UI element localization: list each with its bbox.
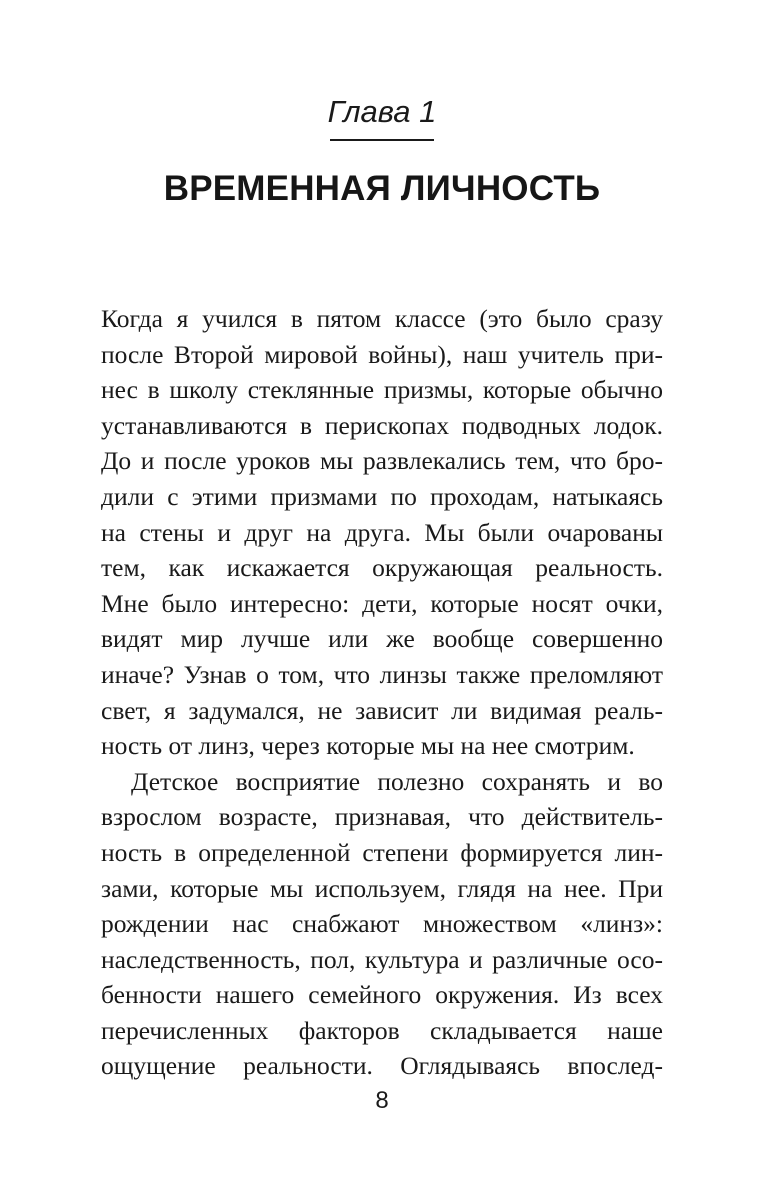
text-line: рождении нас снабжают множеством «линз»: bbox=[101, 909, 663, 939]
text-line: Детское восприятие полезно сохранять и во bbox=[131, 766, 663, 796]
text-line: ность от линз, через которые мы на нее смотрим. bbox=[101, 731, 635, 761]
paragraph-2 bbox=[101, 764, 663, 1084]
chapter-title: ВРЕМЕННАЯ ЛИЧНОСТЬ bbox=[163, 169, 601, 208]
text-line: наследственность, пол, культура и различные осо- bbox=[101, 944, 663, 974]
text-line: видят мир лучше или же вообще совершенно bbox=[101, 624, 663, 654]
text-line: дили с этими призмами по проходам, натыкаясь bbox=[101, 481, 663, 511]
text-line: зами, которые мы используем, глядя на нее. При bbox=[101, 873, 663, 903]
text-line: устанавливаются в перископах подводных лодок. bbox=[101, 410, 663, 440]
text-line: До и после уроков мы развлекались тем, что бро- bbox=[101, 446, 663, 476]
chapter-label: Глава 1 bbox=[327, 94, 437, 129]
page-number: 8 bbox=[375, 1087, 389, 1114]
text-line: нес в школу стеклянные призмы, которые обычно bbox=[101, 375, 663, 405]
text-line: свет, я задумался, не зависит ли видимая реаль- bbox=[101, 695, 663, 725]
text-line: на стены и друг на друга. Мы были очарованы bbox=[101, 517, 663, 547]
text-line: перечисленных факторов складывается наше bbox=[101, 1015, 663, 1045]
text-line: ощущение реальности. Оглядываясь впослед- bbox=[101, 1051, 663, 1081]
text-line: Когда я учился в пятом классе (это было сразу bbox=[101, 304, 663, 333]
text-line: иначе? Узнав о том, что линзы также преломляют bbox=[101, 659, 663, 689]
text-line: ность в определенной степени формируется лин- bbox=[101, 837, 663, 867]
text-line: Мне было интересно: дети, которые носят очки, bbox=[101, 588, 663, 618]
chapter-underline bbox=[330, 139, 434, 141]
text-line: взрослом возрасте, признавая, что действитель- bbox=[101, 802, 663, 832]
text-line: бенности нашего семейного окружения. Из всех bbox=[101, 980, 663, 1010]
paragraph-1 bbox=[101, 301, 663, 764]
text-line: тем, как искажается окружающая реальность. bbox=[101, 553, 663, 583]
text-line: после Второй мировой войны), наш учитель при- bbox=[101, 339, 663, 369]
body-text bbox=[101, 301, 663, 1084]
